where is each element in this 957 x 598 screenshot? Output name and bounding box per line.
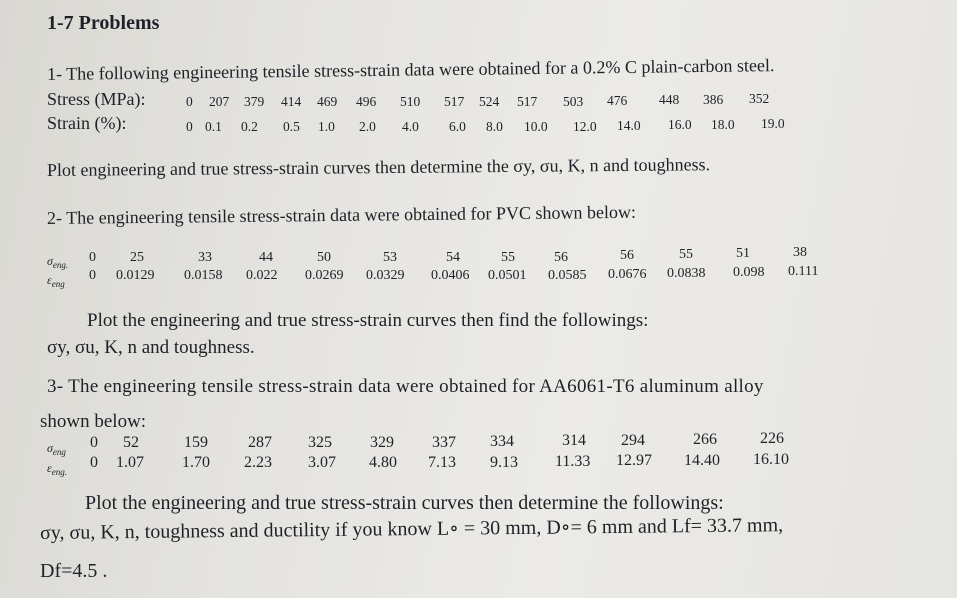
stress-value: 337 bbox=[432, 434, 456, 451]
strain-value: 11.33 bbox=[555, 453, 591, 470]
strain-value: 0.0329 bbox=[366, 268, 405, 283]
stress-value: 476 bbox=[607, 93, 628, 108]
stress-value: 53 bbox=[383, 250, 397, 265]
strain-value: 14.40 bbox=[684, 452, 720, 469]
strain-value: 6.0 bbox=[449, 119, 466, 134]
stress-value: 55 bbox=[679, 247, 693, 262]
strain-value: 0 bbox=[89, 268, 96, 283]
stress-value: 25 bbox=[130, 250, 144, 265]
stress-value: 159 bbox=[184, 434, 208, 451]
epsilon-eng-label bbox=[47, 461, 67, 477]
strain-value: 0.2 bbox=[241, 119, 258, 134]
eng-subscript: eng. bbox=[52, 260, 69, 270]
strain-value: 12.97 bbox=[616, 452, 652, 469]
strain-value: 7.13 bbox=[428, 454, 456, 471]
strain-value: 16.0 bbox=[668, 117, 692, 132]
stress-value: 334 bbox=[490, 433, 514, 450]
stress-value: 329 bbox=[370, 434, 394, 451]
stress-value: 0 bbox=[89, 250, 96, 265]
strain-value: 2.23 bbox=[244, 454, 272, 471]
sigma-eng-label bbox=[47, 254, 68, 270]
strain-value: 4.80 bbox=[369, 454, 397, 471]
stress-value: 517 bbox=[444, 94, 465, 109]
strain-value: 0.0129 bbox=[116, 268, 155, 283]
stress-value: 294 bbox=[621, 432, 645, 449]
strain-value: 1.07 bbox=[116, 454, 144, 471]
stress-value: 325 bbox=[308, 434, 332, 451]
strain-value: 0.1 bbox=[205, 119, 222, 134]
strain-value: 19.0 bbox=[761, 116, 785, 131]
problem-3-task-line-3: Df=4.5 . bbox=[40, 560, 108, 582]
strain-value: 4.0 bbox=[402, 119, 419, 134]
strain-value: 0.0838 bbox=[667, 266, 706, 281]
problem-3-intro-line-2: shown below: bbox=[40, 411, 147, 432]
strain-value: 3.07 bbox=[308, 454, 336, 471]
strain-value: 0.111 bbox=[788, 264, 819, 279]
strain-value: 0.0406 bbox=[431, 268, 470, 283]
problem-2-intro: 2- The engineering tensile stress-strain data were obtained for PVC shown below: bbox=[46, 201, 637, 228]
stress-value: 44 bbox=[259, 250, 273, 265]
stress-value: 414 bbox=[281, 94, 302, 109]
stress-value: 496 bbox=[356, 94, 377, 109]
stress-value: 379 bbox=[244, 94, 265, 109]
strain-value: 9.13 bbox=[490, 454, 518, 471]
strain-value: 10.0 bbox=[524, 119, 548, 134]
epsilon-symbol: ε bbox=[47, 273, 52, 287]
strain-value: 0.098 bbox=[733, 265, 765, 280]
strain-row-label: Strain (%): bbox=[47, 113, 127, 133]
stress-value: 38 bbox=[793, 245, 807, 260]
strain-value: 14.0 bbox=[617, 118, 641, 133]
sigma-eng-label bbox=[47, 441, 66, 457]
stress-value: 207 bbox=[209, 94, 230, 109]
strain-value: 0 bbox=[90, 454, 98, 471]
strain-value: 0.022 bbox=[246, 268, 278, 283]
epsilon-symbol: ε bbox=[47, 461, 52, 475]
problem-1-task: Plot engineering and true stress-strain curves then determine the σy, σu, K, n and toughness. bbox=[46, 154, 711, 180]
problem-2-task-line-1: Plot the engineering and true stress-strain curves then find the followings: bbox=[87, 310, 649, 331]
strain-value: 1.70 bbox=[182, 454, 210, 471]
problem-3-task-line-1: Plot the engineering and true stress-strain curves then determine the followings: bbox=[85, 492, 724, 514]
stress-value: 50 bbox=[317, 250, 331, 265]
stress-value: 54 bbox=[446, 250, 460, 265]
stress-value: 386 bbox=[703, 92, 724, 107]
eng-subscript: eng bbox=[51, 279, 65, 289]
strain-value: 18.0 bbox=[711, 117, 735, 132]
strain-value: 0.0585 bbox=[548, 268, 587, 283]
problem-1-intro: 1- The following engineering tensile stress-strain data were obtained for a 0.2% C plain-carbon steel. bbox=[46, 55, 775, 84]
strain-value: 0 bbox=[186, 119, 193, 134]
stress-value: 52 bbox=[123, 434, 139, 451]
stress-value: 51 bbox=[736, 246, 750, 261]
strain-value: 1.0 bbox=[318, 119, 335, 134]
stress-value: 287 bbox=[248, 434, 272, 451]
stress-row-label: Stress (MPa): bbox=[47, 89, 146, 109]
eng-subscript: eng. bbox=[51, 467, 67, 477]
sigma-symbol: σ bbox=[47, 254, 53, 268]
stress-value: 503 bbox=[563, 94, 584, 109]
stress-value: 352 bbox=[749, 91, 770, 106]
stress-value: 469 bbox=[317, 94, 338, 109]
stress-value: 0 bbox=[186, 94, 193, 109]
section-title: 1-7 Problems bbox=[47, 12, 160, 34]
strain-value: 0.0158 bbox=[184, 268, 223, 283]
strain-value: 8.0 bbox=[486, 119, 503, 134]
stress-value: 33 bbox=[198, 250, 212, 265]
strain-value: 12.0 bbox=[573, 119, 597, 134]
problem-2-task-line-2: σy, σu, K, n and toughness. bbox=[47, 337, 255, 358]
stress-value: 266 bbox=[693, 431, 717, 448]
strain-value: 0.0676 bbox=[608, 267, 647, 282]
strain-value: 0.5 bbox=[283, 119, 300, 134]
strain-value: 0.0501 bbox=[488, 268, 527, 283]
sigma-symbol: σ bbox=[47, 441, 53, 455]
stress-value: 517 bbox=[517, 94, 538, 109]
stress-value: 448 bbox=[659, 92, 680, 107]
stress-value: 56 bbox=[620, 248, 634, 263]
stress-value: 510 bbox=[400, 94, 421, 109]
strain-value: 2.0 bbox=[359, 119, 376, 134]
stress-value: 0 bbox=[90, 434, 98, 451]
epsilon-eng-label bbox=[47, 273, 65, 289]
stress-value: 226 bbox=[760, 430, 784, 447]
strain-value: 16.10 bbox=[753, 451, 789, 468]
problem-3-task-line-2: σy, σu, K, n, toughness and ductility if you know L∘ = 30 mm, D∘= 6 mm and Lf= 33.7 mm, bbox=[39, 514, 784, 544]
stress-value: 55 bbox=[501, 250, 515, 265]
strain-value: 0.0269 bbox=[305, 268, 344, 283]
problem-3-intro-line-1: 3- The engineering tensile stress-strain data were obtained for AA6061-T6 aluminum alloy bbox=[47, 376, 764, 397]
stress-value: 524 bbox=[479, 94, 500, 109]
stress-value: 56 bbox=[554, 250, 568, 265]
stress-value: 314 bbox=[562, 432, 586, 449]
eng-subscript: eng bbox=[52, 447, 66, 457]
